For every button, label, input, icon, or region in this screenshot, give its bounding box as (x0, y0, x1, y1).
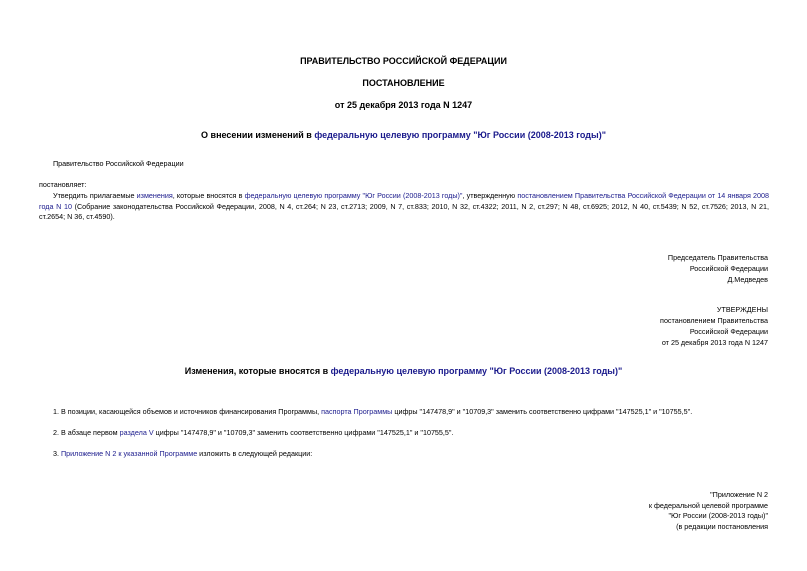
resolution-title (0, 130, 807, 140)
changes-link[interactable]: изменения (136, 191, 173, 200)
appendix-line-3: "Юг России (2008-2013 годы)" (668, 511, 768, 520)
item-1-text-1: 1. В позиции, касающейся объемов и источников финансирования Программы, (53, 407, 322, 416)
item-3-text-1: 3. (53, 449, 61, 458)
signature-block (668, 252, 768, 285)
resolution-2008-link[interactable]: постановлением Правительства Российской Федерации от 14 января 2008 года N 10 (39, 191, 770, 211)
main-paragraph-text-4: (Собрание законодательства Российской Федерации, 2008, N 4, ст.264; N 23, ст.2713; 2009, N 7, ст.833; 2010, N 32, ст.4322; 2011, N 2, ст.297; N 48, ст.6925; 2012, N 40, ст.5439; N 52, ст.7526; 2013, N 21, ст.2654; N 36, ст.4590). (39, 201, 769, 221)
government-line: Правительство Российской Федерации (53, 159, 184, 168)
item-2 (53, 428, 453, 438)
section-v-link[interactable]: раздела V (119, 428, 154, 437)
org-heading: ПРАВИТЕЛЬСТВО РОССИЙСКОЙ ФЕДЕРАЦИИ (300, 56, 507, 66)
item-1 (53, 407, 692, 417)
item-2-text-1: 2. В абзаце первом (53, 428, 120, 437)
item-3 (53, 449, 312, 459)
item-1-text-2: цифры "147478,9" и "10709,3" заменить соответственно цифрами "147525,1" и "10755,5". (392, 407, 693, 416)
appendix-2-link[interactable]: Приложение N 2 к указанной Программе (61, 449, 198, 458)
main-paragraph-text-2: , которые вносятся в (172, 191, 245, 200)
appendix-line-4: (в редакции постановления (676, 521, 768, 531)
changes-title (0, 366, 807, 376)
doc-type-heading: ПОСТАНОВЛЕНИЕ (362, 78, 445, 88)
resolves-line: постановляет: (39, 180, 87, 189)
changes-program-link[interactable]: федеральную целевую программу "Юг России (2008-2013 годы)" (330, 366, 623, 376)
signature-line-2: Российской Федерации (689, 264, 768, 273)
changes-title-prefix: Изменения, которые вносятся в (184, 366, 331, 376)
item-2-text-2: цифры "147478,9" и "10709,3" заменить соответственно цифрами "147525,1" и "10755,5". (153, 428, 454, 437)
main-paragraph-text-3: , утвержденную (462, 191, 518, 200)
program-title-link[interactable]: федеральную целевую программу "Юг России (2008-2013 годы)" (314, 130, 606, 140)
approved-line-2: постановлением Правительства (660, 316, 768, 325)
passport-link[interactable]: паспорта Программы (321, 407, 393, 416)
approved-line-3: Российской Федерации (689, 327, 768, 336)
appendix-block (649, 490, 768, 532)
appendix-line-1: "Приложение N 2 (710, 490, 768, 499)
approved-line-1: УТВЕРЖДЕНЫ (716, 305, 768, 314)
signature-line-1: Председатель Правительства (667, 253, 768, 262)
date-number-heading: от 25 декабря 2013 года N 1247 (334, 100, 473, 110)
main-paragraph (39, 191, 769, 223)
appendix-line-2: к федеральной целевой программе (648, 500, 768, 510)
main-paragraph-text-1: Утвердить прилагаемые (53, 191, 137, 200)
program-link[interactable]: федеральную целевую программу "Юг России (2008-2013 годы)" (244, 191, 463, 200)
approved-line-4: от 25 декабря 2013 года N 1247 (661, 338, 768, 347)
signature-line-3: Д.Медведев (727, 275, 768, 284)
item-3-text-2: изложить в следующей редакции: (197, 449, 313, 458)
approved-block (660, 304, 768, 348)
resolution-title-prefix: О внесении изменений в (201, 130, 315, 140)
